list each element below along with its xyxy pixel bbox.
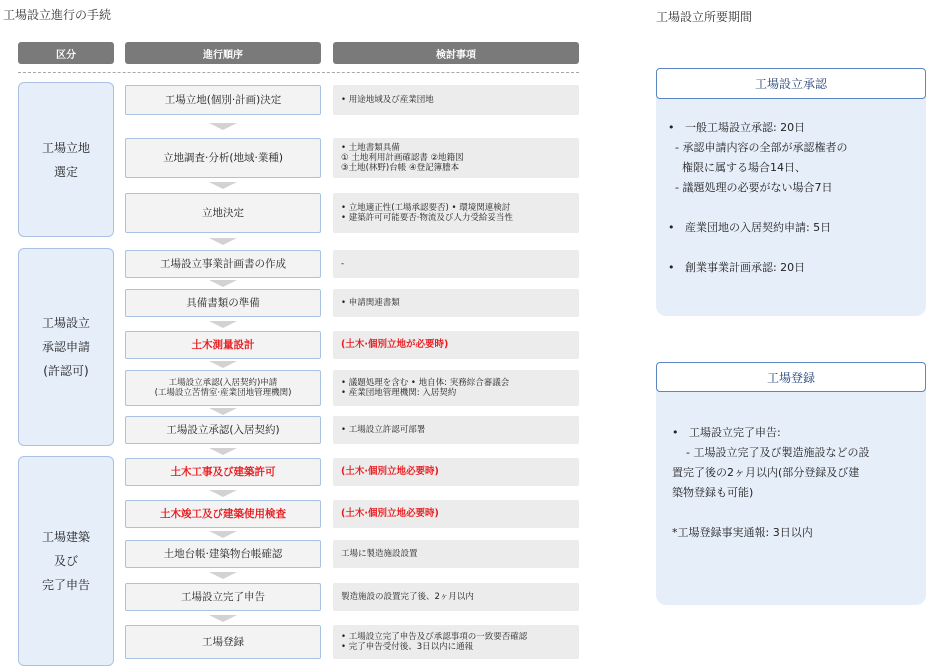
duration-line <box>668 238 922 258</box>
step-note: (土木·個別立地必要時) <box>333 500 579 528</box>
step-box: 立地調査·分析(地域·業種) <box>125 138 321 178</box>
header-divider <box>18 72 579 73</box>
step-note: - <box>333 250 579 278</box>
step-note: • 土地書類具備 ① 土地利用計画確認書 ②地籍図 ③土地(林野)台帳 ④登記簿謄本 <box>333 138 579 178</box>
flow-arrow <box>209 490 237 497</box>
duration-line: *工場登録事実通報: 3日以内 <box>672 526 813 539</box>
flow-arrow <box>209 408 237 415</box>
flow-arrow <box>209 238 237 245</box>
registration-duration-header: 工場登録 <box>656 362 926 392</box>
flow-arrow <box>209 448 237 455</box>
step-box: 工場立地(個別·計画)決定 <box>125 85 321 115</box>
flow-arrow <box>209 280 237 287</box>
category-approval-application: 工場設立 承認申請 (許認可) <box>18 248 114 446</box>
registration-duration-text <box>672 423 924 543</box>
flow-arrow <box>209 361 237 368</box>
step-box: 立地決定 <box>125 193 321 233</box>
step-box: 工場設立承認(入居契約)申請 (工場設立苦情室·産業団地管理機関) <box>125 370 321 406</box>
step-box: 具備書類の準備 <box>125 289 321 317</box>
duration-line: • 工場設立完了申告: <box>672 426 781 439</box>
header-review: 検討事項 <box>333 42 579 64</box>
duration-line <box>668 198 922 218</box>
step-note: • 立地適正性(工場承認要否) • 環境関連検討 • 建築許可可能要否·物流及び人力受給妥当性 <box>333 193 579 233</box>
step-box: 工場設立事業計画書の作成 <box>125 250 321 278</box>
step-note: 製造施設の設置完了後、2ヶ月以内 <box>333 583 579 611</box>
duration-line: • 一般工場設立承認: 20日 <box>668 121 806 134</box>
step-box: 土木竣工及び建築使用検査 <box>125 500 321 528</box>
approval-duration-header: 工場設立承認 <box>656 68 926 99</box>
flow-arrow <box>209 531 237 538</box>
step-box: 工場設立承認(入居契約) <box>125 416 321 444</box>
category-site-selection: 工場立地 選定 <box>18 82 114 237</box>
step-note: • 申請関連書類 <box>333 289 579 317</box>
approval-duration-text <box>668 118 922 278</box>
flow-arrow <box>209 123 237 130</box>
duration-line: - 議題処理の必要がない場合7日 <box>668 181 833 194</box>
step-note: • 議題処理を含む • 地自体: 実務綜合審議会 • 産業団地管理機関: 入居契約 <box>333 370 579 406</box>
step-box: 土地台帳·建築物台帳確認 <box>125 540 321 568</box>
duration-line: 置完了後の2ヶ月以内(部分登録及び建 <box>672 466 860 479</box>
duration-line: 築物登録も可能) <box>672 486 754 499</box>
step-box: 工場登録 <box>125 625 321 659</box>
step-box: 工場設立完了申告 <box>125 583 321 611</box>
step-note: • 工場設立許認可部署 <box>333 416 579 444</box>
right-title: 工場設立所要期間 <box>656 10 753 24</box>
flow-arrow <box>209 321 237 328</box>
duration-line: • 産業団地の入居契約申請: 5日 <box>668 221 832 234</box>
duration-line: • 創業事業計画承認: 20日 <box>668 261 806 274</box>
header-order: 進行順序 <box>125 42 321 64</box>
flow-arrow <box>209 615 237 622</box>
header-category: 区分 <box>18 42 114 64</box>
step-note: (土木·個別立地必要時) <box>333 458 579 486</box>
step-box: 土木測量設計 <box>125 331 321 359</box>
flow-arrow <box>209 572 237 579</box>
left-title: 工場設立進行の手続 <box>3 8 112 22</box>
duration-line: - 工場設立完了及び製造施設などの設 <box>672 446 870 459</box>
step-note: • 工場設立完了申告及び承認事項の一致要否確認 • 完了申告受付後、3日以内に通報 <box>333 625 579 659</box>
step-note: (土木·個別立地が必要時) <box>333 331 579 359</box>
step-note: 工場に製造施設設置 <box>333 540 579 568</box>
duration-line: - 承認申請内容の全部が承認権者の <box>668 141 848 154</box>
category-construction-completion: 工場建築 及び 完了申告 <box>18 456 114 666</box>
step-note: • 用途地域及び産業団地 <box>333 85 579 115</box>
duration-line: 権限に属する場合14日、 <box>668 161 806 174</box>
flow-arrow <box>209 182 237 189</box>
step-box: 土木工事及び建築許可 <box>125 458 321 486</box>
duration-line <box>672 503 924 523</box>
